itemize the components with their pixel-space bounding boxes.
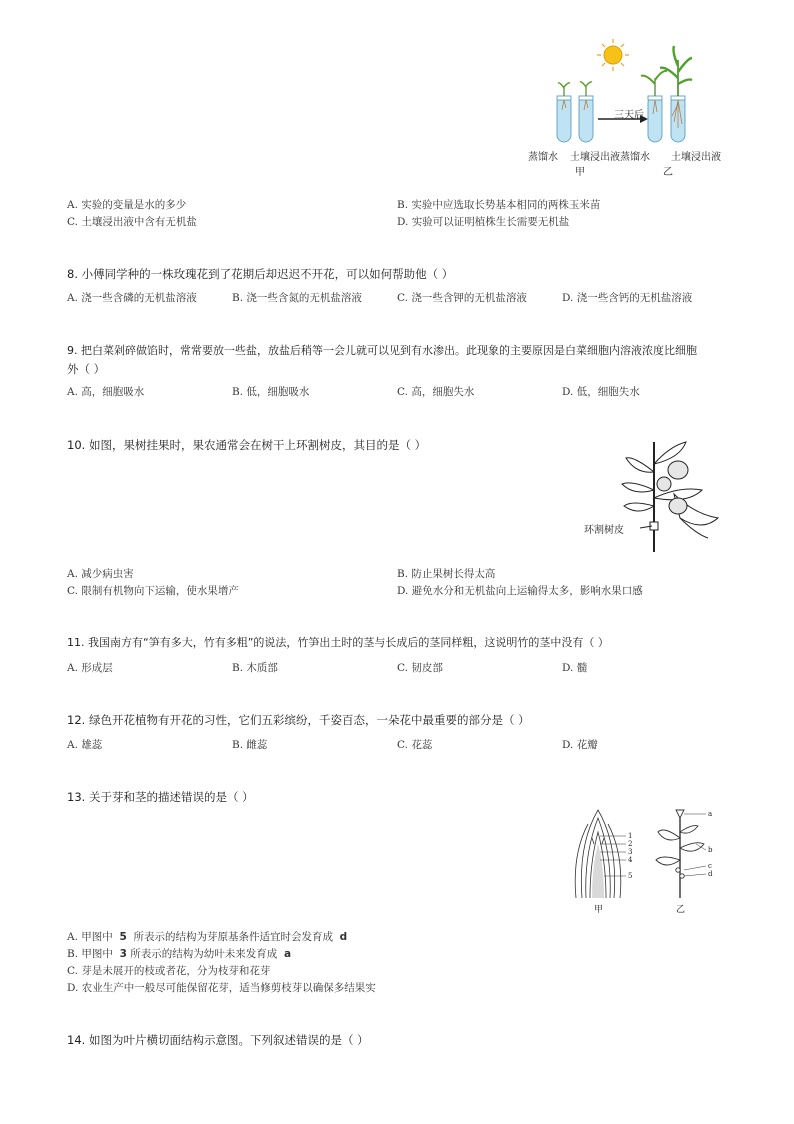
q10-option-b[interactable]: B. 防止果树长得太高: [397, 568, 496, 580]
q14-stem: 14. 如图为叶片横切面结构示意图。下列叙述错误的是（ ）: [67, 1033, 369, 1047]
q8-option-d[interactable]: D. 浇一些含钙的无机盐溶液: [562, 292, 693, 304]
q7-option-c[interactable]: C. 土壤浸出液中含有无机盐: [67, 216, 197, 228]
q13-a-number: 5: [119, 931, 127, 943]
q11-option-a[interactable]: A. 形成层: [67, 662, 113, 674]
q13-option-b[interactable]: [67, 946, 291, 962]
tube-2: [579, 82, 593, 142]
tube-1-label: 蒸馏水: [528, 152, 558, 163]
q11-option-c[interactable]: C. 韧皮部: [397, 662, 443, 674]
tube-4: [660, 46, 692, 142]
q10-stem: 10. 如图，果树挂果时，果农通常会在树干上环割树皮，其目的是（ ）: [67, 438, 427, 452]
q13-option-d[interactable]: D. 农业生产中一般尽可能保留花芽，适当修剪枝芽以确保多结果实: [67, 982, 376, 994]
girdling-label: 环割树皮: [584, 525, 624, 536]
q13-b-end: a: [283, 948, 292, 960]
tube-experiment-drawing: [520, 38, 740, 148]
q9-stem-line-2: 外（ ）: [67, 362, 106, 376]
q12-option-d[interactable]: D. 花瓣: [562, 739, 598, 751]
figure-yi-label: 乙: [676, 905, 686, 915]
fruit-branch-drawing: [584, 434, 734, 554]
bud-label-5: 5: [628, 872, 633, 880]
q10-option-c[interactable]: C. 限制有机物向下运输，使水果增产: [67, 585, 239, 597]
q11-option-d[interactable]: D. 髓: [562, 662, 588, 674]
q13-b-prefix: B. 甲图中: [67, 948, 113, 960]
q13-b-number: 3: [119, 948, 127, 960]
bud-label-1: 1: [628, 832, 633, 840]
girdling-figure: [584, 434, 734, 554]
group-1-label: 甲: [575, 167, 585, 178]
tube-3: [641, 71, 667, 142]
q12-option-c[interactable]: C. 花蕊: [397, 739, 433, 751]
q9-option-b[interactable]: B. 低，细胞吸水: [232, 386, 310, 398]
sun-icon: [597, 39, 629, 71]
branch-label-a: a: [708, 810, 713, 818]
tube-1: [557, 83, 571, 142]
q9-stem-line-1: 9. 把白菜剁碎做馅时，常常要放一些盐，放盐后稍等一会儿就可以见到有水渗出。此现象的主要原因是白菜细胞内溶液浓度比细胞: [67, 344, 697, 357]
bud-label-3: 3: [628, 848, 633, 856]
bud-stem-figure: [570, 804, 730, 916]
q8-option-c[interactable]: C. 浇一些含钾的无机盐溶液: [397, 292, 527, 304]
q12-stem: 12. 绿色开花植物有开花的习性，它们五彩缤纷，千姿百态，一朵花中最重要的部分是（ ）: [67, 713, 530, 727]
q11-stem: 11. 我国南方有“笋有多大，竹有多粗”的说法，竹笋出土时的茎与长成后的茎同样粗，这说明竹的茎中没有（ ）: [67, 636, 609, 649]
q13-a-prefix: A. 甲图中: [67, 931, 113, 943]
q10-option-d[interactable]: D. 避免水分和无机盐向上运输得太多，影响水果口感: [397, 585, 643, 597]
q13-a-end: d: [339, 931, 348, 943]
q13-stem: 13. 关于芽和茎的描述错误的是（ ）: [67, 790, 254, 804]
tube-3-label: 蒸馏水: [620, 152, 650, 163]
q9-option-a[interactable]: A. 高，细胞吸水: [67, 386, 145, 398]
q7-option-a[interactable]: A. 实验的变量是水的多少: [67, 199, 187, 211]
q9-option-c[interactable]: C. 高，细胞失水: [397, 386, 475, 398]
branch-label-b: b: [708, 846, 713, 854]
q11-option-b[interactable]: B. 木质部: [232, 662, 278, 674]
q8-stem: 8. 小傅同学种的一株玫瑰花到了花期后却迟迟不开花，可以如何帮助他（ ）: [67, 267, 454, 281]
q13-option-c[interactable]: C. 芽是未展开的枝或者花，分为枝芽和花芽: [67, 965, 271, 977]
q10-option-a[interactable]: A. 减少病虫害: [67, 568, 134, 580]
q13-b-middle: 所表示的结构为幼叶未来发育成: [130, 948, 278, 960]
q7-option-b[interactable]: B. 实验中应选取长势基本相同的两株玉米苗: [397, 199, 601, 211]
arrow-label: 三天后: [614, 110, 644, 121]
bud-label-4: 4: [628, 856, 633, 864]
q12-option-b[interactable]: B. 雌蕊: [232, 739, 268, 751]
q13-option-a[interactable]: [67, 929, 347, 945]
branch-label-d: d: [708, 870, 713, 878]
q12-option-a[interactable]: A. 雄蕊: [67, 739, 103, 751]
q8-option-b[interactable]: B. 浇一些含氮的无机盐溶液: [232, 292, 362, 304]
branch-label-c: c: [708, 862, 712, 870]
bud-section-drawing: [570, 804, 730, 904]
q7-option-d[interactable]: D. 实验可以证明植株生长需要无机盐: [397, 216, 570, 228]
figure-jia-label: 甲: [594, 905, 604, 915]
q13-a-middle: 所表示的结构为芽原基条件适宜时会发育成: [133, 931, 333, 943]
q8-option-a[interactable]: A. 浇一些含磷的无机盐溶液: [67, 292, 197, 304]
bud-label-2: 2: [628, 840, 633, 848]
tube-2-label: 土壤浸出液: [570, 152, 620, 163]
tube-4-label: 土壤浸出液: [671, 152, 721, 163]
group-2-label: 乙: [663, 167, 673, 178]
tube-experiment-figure: [520, 38, 740, 178]
q9-option-d[interactable]: D. 低，细胞失水: [562, 386, 640, 398]
